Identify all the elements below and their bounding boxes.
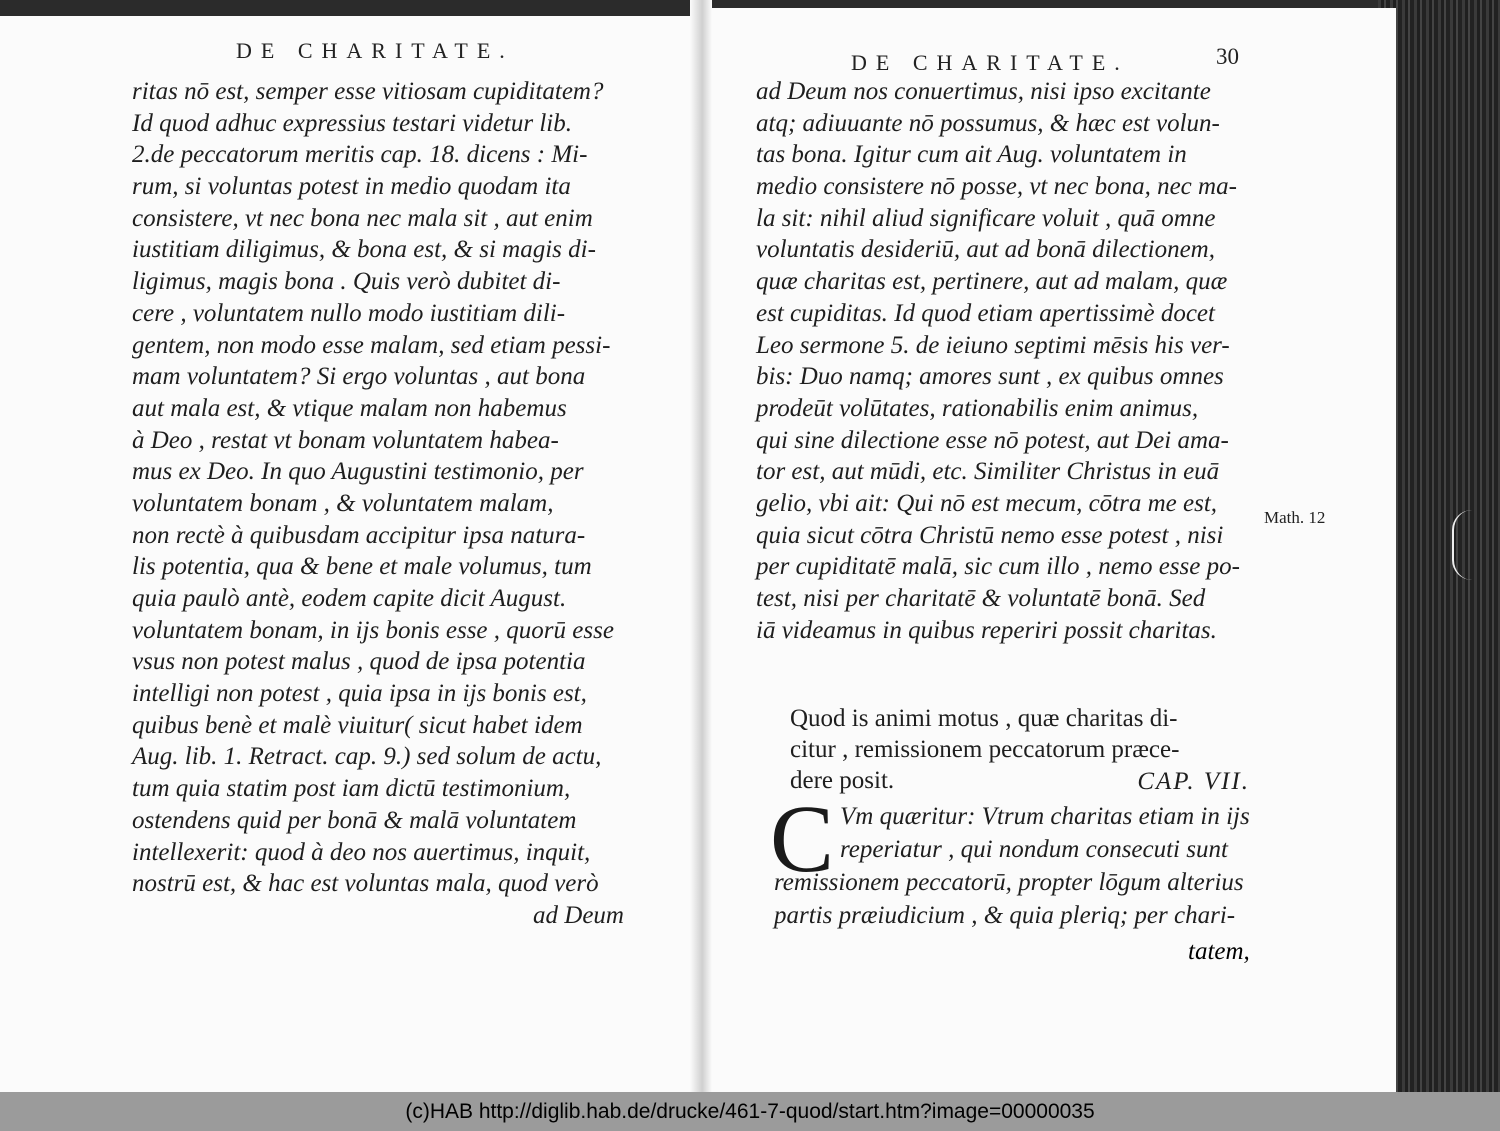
- text-line: 2.de peccatorum meritis cap. 18. dicens : Mi-: [132, 141, 588, 169]
- text-line: per cupiditatē malā, sic cum illo , nemo esse po-: [756, 553, 1240, 581]
- page-number: 30: [1216, 44, 1239, 69]
- chapter-heading: [790, 703, 1250, 796]
- catchword: tatem,: [1188, 938, 1250, 965]
- text-line: Aug. lib. 1. Retract. cap. 9.) sed solum de actu,: [132, 743, 602, 771]
- text-line: ad Deum nos conuertimus, nisi ipso excitante: [756, 78, 1211, 105]
- text-line: consistere, vt nec bona nec mala sit , aut enim: [132, 204, 593, 232]
- right-body-text: [756, 76, 1250, 646]
- text-line: Vm quæritur: Vtrum charitas etiam in ijs: [840, 803, 1250, 830]
- text-line: mam voluntatem? Si ergo voluntas , aut bona: [132, 363, 586, 391]
- text-line: intelligi non potest , quia ipsa in ijs bonis est,: [132, 680, 587, 708]
- page-edge-mark: [1452, 510, 1474, 580]
- text-line: quia sicut cōtra Christū nemo esse potest , nisi: [756, 521, 1224, 549]
- text-line: ostendens quid per bonā & malā voluntatem: [132, 806, 577, 834]
- drop-initial: C: [770, 785, 835, 892]
- right-running-header: DE CHARITATE.: [851, 50, 1129, 75]
- text-line: mus ex Deo. In quo Augustini testimonio, per: [132, 458, 584, 486]
- text-line: Id quod adhuc expressius testari videtur lib.: [132, 109, 572, 137]
- text-line: ritas nō est, semper esse vitiosam cupiditatem?: [132, 78, 604, 105]
- text-line: quia paulò antè, eodem capite dicit August.: [132, 585, 567, 612]
- text-line: Leo sermone 5. de ieiuno septimi mēsis his ver-: [756, 331, 1230, 359]
- text-line: prodeūt volūtates, rationabilis enim animus,: [756, 394, 1199, 422]
- left-body-text: [132, 76, 624, 932]
- text-line: aut mala est, & vtique malam non habemus: [132, 394, 567, 422]
- text-line: partis præiudicium , & quia pleriq; per chari-: [774, 902, 1236, 929]
- text-line: ligimus, magis bona . Quis verò dubitet di-: [132, 268, 561, 296]
- heading-line: dere posit.: [790, 767, 895, 794]
- text-line: voluntatem bonam, in ijs bonis esse , quorū esse: [132, 616, 614, 644]
- text-line: quæ charitas est, pertinere, aut ad malam, quæ: [756, 268, 1228, 296]
- text-line: tum quia statim post iam dictū testimonium,: [132, 775, 571, 803]
- text-line: test, nisi per charitatē & voluntatē bonā. Sed: [756, 585, 1206, 612]
- heading-line: citur , remissionem peccatorum præce-: [790, 736, 1180, 763]
- text-line: intellexerit: quod à deo nos auertimus, inquit,: [132, 838, 591, 866]
- text-line: quibus benè et malè viuitur( sicut habet idem: [132, 711, 583, 739]
- copyright-footer: (c)HAB http://diglib.hab.de/drucke/461-7-quod/start.htm?image=00000035: [0, 1092, 1500, 1131]
- text-line: tas bona. Igitur cum ait Aug. voluntatem in: [756, 141, 1187, 169]
- text-line: gelio, vbi ait: Qui nō est mecum, cōtra me est,: [756, 489, 1218, 517]
- left-running-header: DE CHARITATE.: [236, 38, 514, 63]
- chapter-body-text: [774, 800, 1260, 932]
- text-line: iā videamus in quibus reperiri possit charitas.: [756, 616, 1217, 644]
- text-line: voluntatis desideriū, aut ad bonā dilectionem,: [756, 236, 1215, 264]
- heading-line: Quod is animi motus , quæ charitas di-: [790, 705, 1178, 732]
- text-line: vsus non potest malus , quod de ipsa potentia: [132, 648, 586, 676]
- catchword: ad Deum: [533, 901, 624, 929]
- text-line: medio consistere nō posse, vt nec bona, nec ma-: [756, 173, 1237, 201]
- text-line: bis: Duo namq; amores sunt , ex quibus omnes: [756, 363, 1224, 391]
- book-edge: [1378, 0, 1500, 1092]
- text-line: lis potentia, qua & bene et male volumus, tum: [132, 553, 592, 581]
- text-line: qui sine dilectione esse nō potest, aut Dei ama-: [756, 426, 1229, 454]
- text-line: iustitiam diligimus, & bona est, & si magis di-: [132, 236, 596, 264]
- text-line: cere , voluntatem nullo modo iustitiam dili-: [132, 299, 566, 327]
- text-line: non rectè à quibusdam accipitur ipsa natura-: [132, 521, 586, 549]
- text-line: reperiatur , qui nondum consecuti sunt: [840, 836, 1228, 863]
- text-line: tor est, aut mūdi, etc. Similiter Christus in euā: [756, 458, 1220, 486]
- chapter-label: CAP. VII.: [1137, 768, 1250, 795]
- text-line: rum, si voluntas potest in medio quodam ita: [132, 173, 571, 201]
- book-gutter: [690, 0, 712, 1092]
- text-line: voluntatem bonam , & voluntatem malam,: [132, 489, 554, 517]
- text-line: nostrū est, & hac est voluntas mala, quod verò: [132, 870, 599, 898]
- text-line: la sit: nihil aliud significare voluit , quā omne: [756, 204, 1216, 232]
- text-line: à Deo , restat vt bonam voluntatem habea-: [132, 426, 559, 454]
- text-line: remissionem peccatorū, propter lōgum alterius: [774, 869, 1244, 896]
- text-line: atq; adiuuante nō possumus, & hæc est volun-: [756, 109, 1220, 137]
- text-line: gentem, non modo esse malam, sed etiam pessi-: [132, 331, 611, 359]
- text-line: est cupiditas. Id quod etiam apertissimè docet: [756, 299, 1215, 327]
- margin-note: Math. 12: [1264, 508, 1326, 527]
